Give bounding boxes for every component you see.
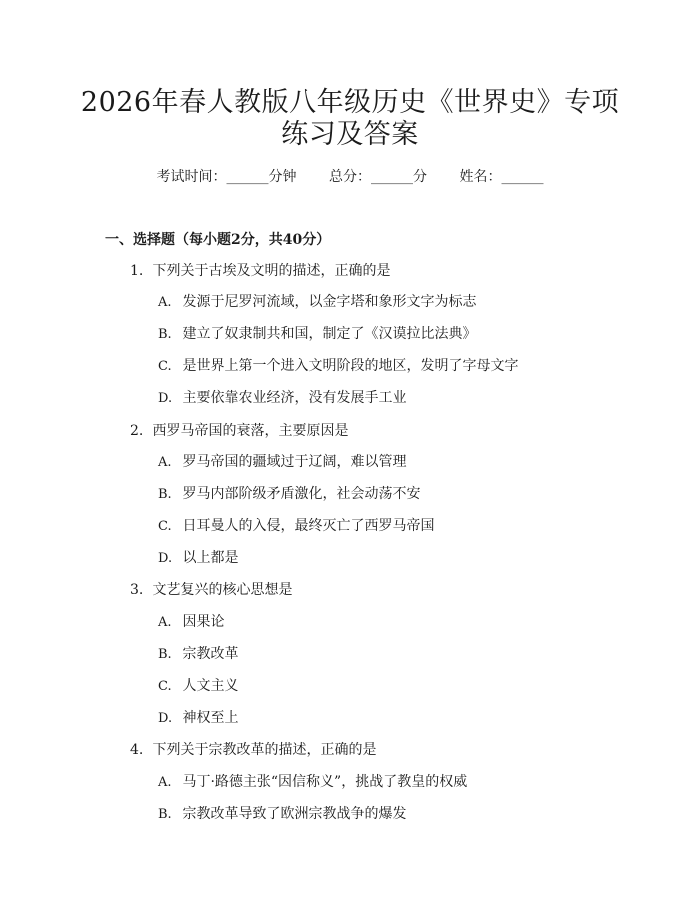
option-text: 罗马帝国的疆域过于辽阔，难以管理 — [182, 454, 407, 470]
option-text: 日耳曼人的入侵，最终灭亡了西罗马帝国 — [182, 518, 435, 534]
section-heading: 一、选择题（每小题2分，共40分） — [105, 232, 331, 248]
question-4 — [130, 740, 376, 760]
option-letter: A. — [158, 615, 172, 630]
question-2-option-b — [158, 484, 420, 505]
question-1 — [130, 261, 390, 281]
question-text: 下列关于宗教改革的描述，正确的是 — [152, 742, 377, 758]
exam-time-field: 考试时间：______分钟 — [156, 169, 297, 185]
question-2 — [130, 421, 348, 441]
option-text: 马丁·路德主张“因信称义”，挑战了教皇的权威 — [182, 774, 468, 790]
question-number: 3. — [130, 582, 144, 598]
option-letter: D. — [158, 391, 173, 406]
question-3-option-b — [158, 644, 238, 665]
option-text: 宗教改革 — [182, 646, 239, 662]
page-title-line-2: 练习及答案 — [281, 119, 419, 150]
option-text: 因果论 — [182, 614, 225, 630]
option-letter: C. — [158, 519, 172, 534]
option-text: 罗马内部阶级矛盾激化，社会动荡不安 — [182, 486, 421, 502]
total-score-field: 总分：______分 — [329, 169, 427, 185]
question-2-option-a — [158, 452, 406, 473]
question-1-option-d — [158, 388, 406, 409]
exam-info-row — [0, 167, 700, 187]
option-text: 以上都是 — [182, 550, 239, 566]
question-text: 西罗马帝国的衰落，主要原因是 — [152, 423, 349, 439]
question-number: 4. — [130, 742, 144, 758]
question-3-option-c — [158, 676, 238, 697]
option-text: 主要依靠农业经济，没有发展手工业 — [182, 390, 407, 406]
question-3 — [130, 580, 292, 600]
question-4-option-b — [158, 804, 406, 825]
option-letter: B. — [158, 647, 172, 662]
question-1-option-a — [158, 292, 476, 313]
option-text: 人文主义 — [182, 678, 239, 694]
option-letter: D. — [158, 711, 173, 726]
question-text: 下列关于古埃及文明的描述，正确的是 — [152, 263, 391, 279]
question-3-option-d — [158, 708, 238, 729]
option-text: 宗教改革导致了欧洲宗教战争的爆发 — [182, 806, 407, 822]
question-1-option-b — [158, 324, 476, 345]
question-number: 2. — [130, 423, 144, 439]
question-2-option-c — [158, 516, 434, 537]
option-letter: A. — [158, 775, 172, 790]
page-title-line-1: 2026年春人教版八年级历史《世界史》专项 — [80, 87, 620, 118]
question-3-option-a — [158, 612, 224, 633]
question-2-option-d — [158, 548, 238, 569]
option-letter: C. — [158, 359, 172, 374]
option-letter: B. — [158, 487, 172, 502]
question-text: 文艺复兴的核心思想是 — [152, 582, 293, 598]
option-letter: C. — [158, 679, 172, 694]
question-number: 1. — [130, 263, 144, 279]
option-letter: A. — [158, 455, 172, 470]
option-letter: D. — [158, 551, 173, 566]
option-letter: B. — [158, 327, 172, 342]
option-letter: A. — [158, 295, 172, 310]
option-text: 建立了奴隶制共和国，制定了《汉谟拉比法典》 — [182, 326, 477, 342]
option-letter: B. — [158, 807, 172, 822]
question-1-option-c — [158, 356, 518, 377]
question-4-option-a — [158, 772, 467, 793]
option-text: 发源于尼罗河流域，以金字塔和象形文字为标志 — [182, 294, 477, 310]
student-name-field: 姓名：______ — [459, 169, 544, 185]
option-text: 神权至上 — [182, 710, 239, 726]
option-text: 是世界上第一个进入文明阶段的地区，发明了字母文字 — [182, 358, 519, 374]
